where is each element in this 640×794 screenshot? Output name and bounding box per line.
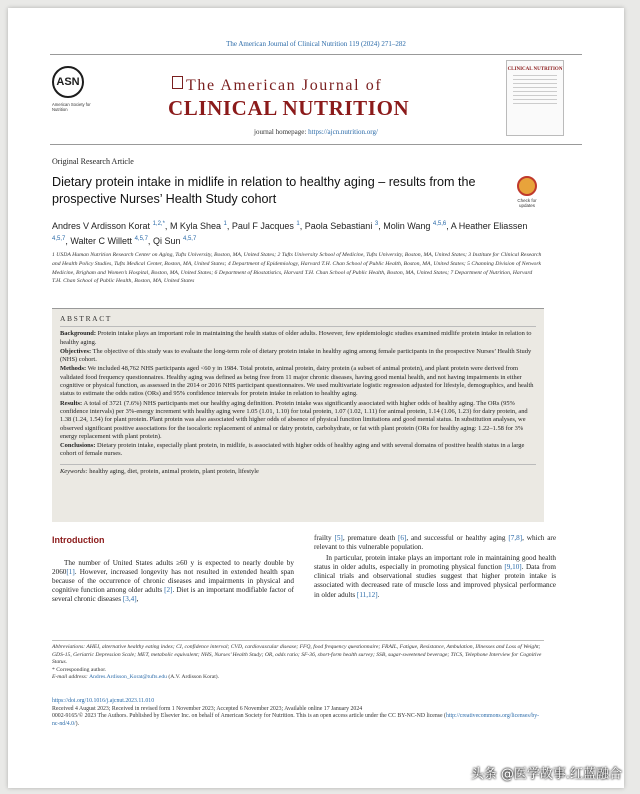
abstract-conclusions: Conclusions: Dietary protein intake, especially plant protein, in midlife, is associated with higher odds of healthy aging and with several domains of positive health status in a large cohort of female nurses. xyxy=(60,442,525,458)
society-name: American Society for Nutrition xyxy=(52,102,91,112)
keywords: Keywords: healthy aging, diet, protein, animal protein, plant protein, lifestyle xyxy=(60,464,536,476)
header-rule-top xyxy=(50,54,582,55)
author-name[interactable]: Walter C Willett xyxy=(70,236,133,246)
email-line: E-mail address: Andres.Ardisson_Korat@tufts.edu (A.V. Ardisson Korat). xyxy=(52,674,220,681)
author-list: Andres V Ardisson Korat $^{1,2,*}$, M Kyla Shea $^1$, Paul F Jacques $^1$, Paola Sebastiani $^3$, Molin Wang $^{4,5,6}$, A Heather Eliassen $^{4,5,7}$, Walter C Willett $^{4,5,7}$, Qi Sun $^{4,5,7}$ xyxy=(52,221,528,246)
paragraph: In particular, protein intake plays an important role in maintaining good health status in older adults, especially in promoting physical function [9,10]. Data from clinical trials and observational studies suggest that higher protein intake is associated with decreased rate of muscle loss and improved physical performance in older adults [11,12]. xyxy=(314,554,557,599)
author-name[interactable]: Molin Wang xyxy=(383,221,431,231)
author-name[interactable]: M Kyla Shea xyxy=(169,221,221,231)
homepage-link[interactable]: https://ajcn.nutrition.org/ xyxy=(308,128,378,136)
email-link[interactable]: Andres.Ardisson_Korat@tufts.edu xyxy=(89,674,167,681)
article-page xyxy=(8,8,624,788)
copyright-notice: 0002-9165/© 2023 The Authors. Published by Elsevier Inc. on behalf of American Society for Nutrition. This is an open access article under the CC BY-NC-ND license (http://creativecommons.org/licenses/by-nc-nd/4.0/). xyxy=(52,713,540,728)
author-name[interactable]: Andres V Ardisson Korat xyxy=(52,221,151,231)
header-rule-bottom xyxy=(50,144,582,145)
paragraph: frailty [5], premature death [6], and successful or healthy aging [7,8], which are relevant to this vulnerable population. xyxy=(314,534,557,552)
citation-link[interactable]: [11,12] xyxy=(356,590,378,599)
article-title: Dietary protein intake in midlife in relation to healthy aging – results from the prospective Nurses’ Health Study cohort xyxy=(52,175,476,206)
citation-link[interactable]: [7,8] xyxy=(508,534,523,542)
asn-logo-icon: ASN xyxy=(52,66,84,98)
abstract-heading: ABSTRACT xyxy=(60,315,536,327)
update-badge-icon xyxy=(517,176,537,196)
body-column-left xyxy=(52,532,294,607)
section-heading-introduction: Introduction xyxy=(52,535,105,545)
check-for-updates-button[interactable]: Check for updates xyxy=(512,176,542,206)
citation-link[interactable]: [2] xyxy=(164,586,173,595)
publication-info xyxy=(52,698,544,729)
abstract-background: Background: Protein intake plays an important role in maintaining the health status of older adults. However, few epidemiologic studies examined midlife protein intake in relation to healthy aging. xyxy=(60,330,532,346)
citation-link[interactable]: [9,10] xyxy=(504,563,522,572)
article-type: Original Research Article xyxy=(52,157,134,166)
footnotes xyxy=(52,644,544,682)
author-name[interactable]: Paola Sebastiani xyxy=(304,221,373,231)
abstract-box xyxy=(52,308,544,522)
citation-link[interactable]: [6] xyxy=(397,534,407,542)
affiliations: 1 USDA Human Nutrition Research Center on Aging, Tufts University, Boston, MA, United States; 2 Tufts University School of Medicine, Tufts University, Boston, MA, United States; 3 Institute for Clinical Research and Health Policy Studies, Tufts Medical Center, Boston, MA, United States; 4 Department of Epidemiology, Harvard T.H. Chan School of Public Health, Boston, MA, United States; 5 Channing Division of Network Medicine, Brigham and Women’s Hospital, Boston, MA, United States; 6 Department of Biostatistics, Harvard T.H. Chan School of Public Health, Boston, MA, United States; 7 Department of Nutrition, Harvard T.H. Chan School of Public Health, Boston, MA, United States xyxy=(52,252,542,285)
journal-emblem-icon xyxy=(172,76,183,89)
paragraph: The number of United States adults ≥60 y is expected to nearly double by 2060[1]. However, increased longevity has not resulted in extended health span because of the occurrence of chronic diseases and impairments in physical and cognitive function among older adults [2]. Diet is an important modifiable factor of several chronic diseases [3,4], xyxy=(52,559,295,604)
abstract-results: Results: A total of 3721 (7.6%) NHS participants met our healthy aging definition. Protein intake was significantly associated with higher odds of healthy aging. The ORs (95% confidence intervals) per 3%-energy increment with healthy aging were 1.05 (1.01, 1.10) for total protein, 1.07 (1.02, 1.11) for animal protein, 1.14 (1.06, 1.23) for dairy protein, and 1.38 (1.24, 1.54) for plant protein. Plant protein was also associated with higher odds of absence of physical function limitations and good mental status. In substitution analyses, we observed significant positive associations for the isocaloric replacement of animal or dairy protein, carbohydrate, or fat with plant protein (ORs for healthy aging: 1.22–1.58 for 3% energy replacement with plant protein). xyxy=(60,399,528,440)
abstract-methods: Methods: We included 48,762 NHS participants aged <60 y in 1984. Total protein, animal protein, dairy protein (a subset of animal protein), and plant protein were derived from validated food frequency questionnaires. Healthy aging was defined as being free from 11 major chronic diseases, having good mental health, and not having impairments in either cognitive or physical function, as assessed in the 2014 or 2016 NHS participant questionnaires. We used multivariate logistic regression adjusted for lifestyle, demographics, and health status to estimate the odds ratios (ORs) and 95% confidence intervals for protein intake in relation to healthy aging. xyxy=(60,365,534,398)
received-dates: Received 4 August 2023; Received in revised form 1 November 2023; Accepted 6 November 2023; Available online 17 January 2024 xyxy=(52,705,363,712)
citation-link[interactable]: [1] xyxy=(66,568,75,577)
license-link[interactable]: http://creativecommons.org/licenses/by-nc-nd/4.0/ xyxy=(52,713,540,728)
journal-name-line2: CLINICAL NUTRITION xyxy=(168,96,410,120)
corresponding-author: * Corresponding author. xyxy=(52,666,107,673)
author-name[interactable]: Qi Sun xyxy=(152,236,181,246)
journal-cover-thumbnail: CLINICAL NUTRITION xyxy=(506,60,564,136)
author-name[interactable]: Paul F Jacques xyxy=(231,221,294,231)
journal-citation[interactable]: The American Journal of Clinical Nutrition 119 (2024) 271–282 xyxy=(226,40,406,48)
abbreviations: Abbreviations: AHEI, alternative healthy eating index; CI, confidence interval; CVD, cardiovascular disease; FFQ, food frequency questionnaire; FRAIL, Fatigue, Resistance, Ambulation, Illnesses and Loss of Weight; GDS-15, Geriatric Depression Scale; MET, metabolic equivalent; NHS, Nurses’ Health Study; OR, odds ratio; SF-36, short-form health survey; SSB, sugar-sweetened beverage; TICS, Telephone Interview for Cognitive Status. xyxy=(52,644,542,666)
abstract-objectives: Objectives: The objective of this study was to evaluate the long-term role of dietary protein intake in healthy aging among female participants in the prospective Nurses’ Health Study (NHS) cohort. xyxy=(60,347,532,364)
watermark: 头条 @医学故事.红蓝融合 xyxy=(470,767,622,782)
journal-homepage: journal homepage: https://ajcn.nutrition.org/ xyxy=(254,128,378,136)
author-name[interactable]: A Heather Eliassen xyxy=(450,221,528,231)
body-column-right xyxy=(314,534,556,602)
citation-link[interactable]: [5] xyxy=(334,534,343,542)
doi-link[interactable]: https://doi.org/10.1016/j.ajcnut.2023.11.010 xyxy=(52,698,155,704)
citation-link[interactable]: [3,4] xyxy=(122,595,137,604)
footnote-rule xyxy=(52,640,544,641)
journal-name-line1: The American Journal of xyxy=(186,77,383,94)
